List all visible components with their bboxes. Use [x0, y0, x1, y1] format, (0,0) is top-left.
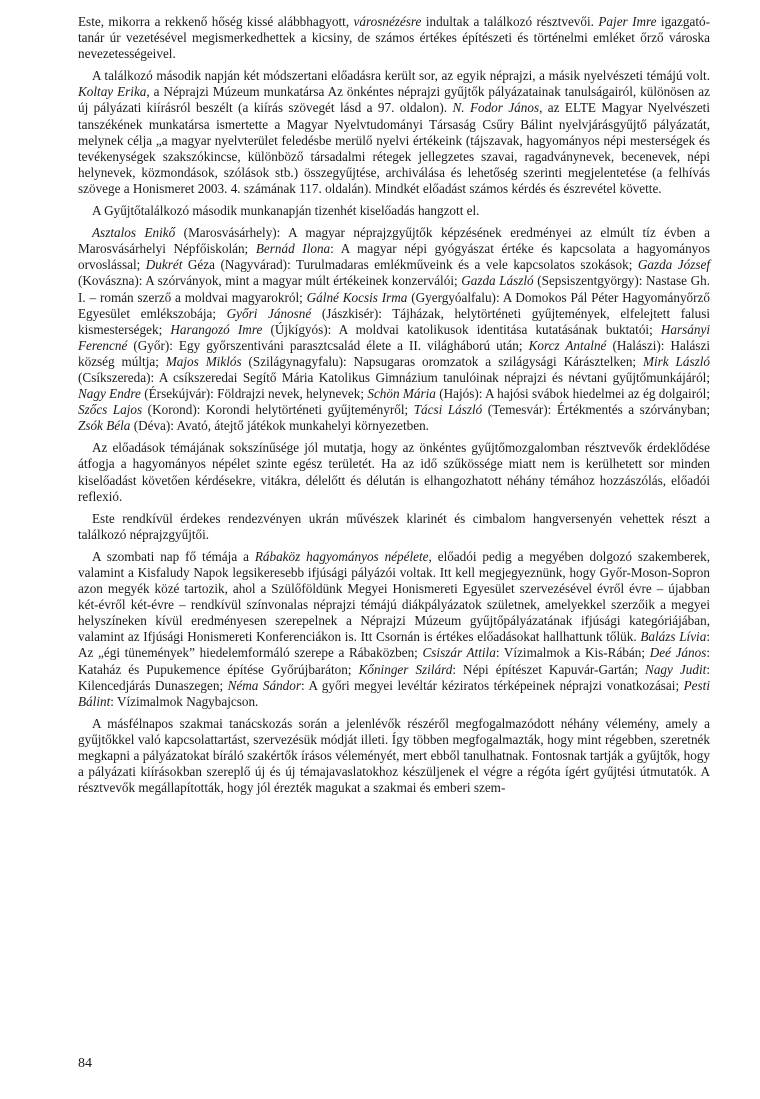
text-run: indultak a találkozó résztvevői. — [421, 14, 599, 29]
paragraph — [78, 549, 710, 710]
italic-name-run: Nagy Judit — [645, 661, 707, 677]
text-run: (Szilágynagyfalu): Napsugaras oromzatok a szilágysági Kárásztelken; — [241, 353, 643, 369]
italic-name-run: Koltay Erika — [78, 84, 147, 100]
italic-name-run: Bernád Ilona — [255, 241, 331, 257]
text-run: : A magyar népi gyógyászat értéke és kapcsolata a hagyományos orvoslással; — [78, 241, 710, 273]
text-run: (Újkígyós): A moldvai katolikusok identitása kutatásának buktatói; — [262, 321, 661, 337]
page-number: 84 — [78, 1056, 92, 1071]
italic-name-run: Gazda László — [461, 273, 534, 289]
italic-name-run: N. Fodor János — [452, 100, 540, 116]
italic-name-run: Győri Jánosné — [226, 305, 312, 321]
paragraph — [78, 440, 710, 504]
text-run: : Az „égi tünemények” hiedelemformáló szerepe a Rábaközben; — [78, 629, 710, 661]
text-run: A másfélnapos szakmai tanácskozás során a jelenlévők részéről megfogalmazódott néhány vélemény, amely a gyűjtőkkel való kapcsolattartást, szervezésük módját illeti. Így többen megfogalmazták, hogy mint régebben, szeretnék megkapni a pályázatokat bíráló szakértők írásos véleményét, mert ebből tanulhatnak. Fontosnak tartják a gyűjtők, hogy a pályázati kiírásokban szereplő új és új témajavaslatokhoz készüljenek el végre a régóta ígért gyűjtési útmutatók. A résztvevők megállapították, hogy jól érezték magukat a szakmai és emberi szem- — [78, 715, 710, 796]
text-run: : Vízimalmok Nagybajcson. — [110, 693, 259, 709]
italic-name-run: Gazda József — [637, 257, 710, 273]
text-run: (Kovászna): A szórványok, mint a magyar múlt értékeinek konzerválói; — [78, 273, 462, 289]
italic-name-run: Deé János — [649, 645, 707, 661]
paragraph — [78, 203, 710, 219]
text-run: A szombati nap fő témája a — [92, 548, 255, 564]
italic-name-run: Korcz Antalné — [528, 337, 607, 353]
paragraph — [78, 225, 710, 434]
text-run: A Gyűjtőtalálkozó második munkanapján tizenhét kiselőadás hangzott el. — [92, 203, 480, 219]
text-run: : Népi építészet Kapuvár-Gartán; — [452, 661, 646, 677]
text-run: (Jászkisér): Tájházak, helytörténeti gyűjtemények, elfelejtett falusi kismesterségek; — [78, 305, 711, 337]
paragraph — [78, 68, 710, 197]
text-run: (Déva): Avató, átejtő játékok munkahelyi környezetben. — [130, 418, 429, 434]
italic-name-run: Harsányi Ferencné — [78, 321, 710, 353]
text-run: Este, mikorra a rekkenő hőség kissé alábbhagyott, — [78, 14, 354, 29]
text-run: Géza (Nagyvárad): Turulmadaras emlékműveink és a vele kapcsolatos szokások; — [182, 257, 638, 273]
italic-name-run: Pesti Bálint — [78, 677, 710, 709]
italic-name-run: Balázs Lívia — [640, 629, 707, 645]
paragraph — [78, 511, 710, 543]
text-run: (Érsekújvár): Földrajzi nevek, helynevek; — [140, 386, 368, 402]
italic-name-run: Rábaköz hagyományos népélete — [254, 548, 429, 564]
italic-name-run: Kőninger Szilárd — [358, 661, 453, 677]
italic-name-run: Csiszár Attila — [422, 645, 496, 661]
italic-name-run: Szőcs Lajos — [78, 402, 143, 418]
text-run: : A győri megyei levéltár kéziratos térképeinek néprajzi vonatkozásai; — [301, 677, 684, 693]
paragraph — [78, 716, 710, 796]
italic-name-run: Gálné Kocsis Irma — [306, 289, 408, 305]
text-run: A találkozó második napján két módszertani előadásra került sor, az egyik néprajzi, a másik nyelvészeti témájú volt. — [92, 68, 710, 84]
italic-name-run: Zsók Béla — [78, 418, 131, 434]
text-run: (Korond): Korondi helytörténeti gyűjteményről; — [142, 402, 414, 418]
italic-name-run: Harangozó Imre — [170, 321, 263, 337]
text-run: (Csíkszereda): A csíkszeredai Segítő Mária Katolikus Gimnázium tanulóinak néprajzi és névtani gyűjtőmunkájáról; — [78, 369, 710, 385]
text-run: igazgató-tanár úr vezetésével megismerkedhettek a kicsiny, de számos értékes építészeti és történelmi emléket őrző városka nevezetességeivel. — [78, 14, 710, 62]
italic-name-run: Schön Mária — [367, 386, 436, 402]
text-run: (Halászi): Halászi község múltja; — [78, 337, 711, 369]
text-run: (Temesvár): Értékmentés a szórványban; — [482, 402, 710, 418]
text-run: : Kataház és Pupukemence építése Győrújbaráton; — [78, 645, 711, 677]
text-run: (Sepsiszentgyörgy): Nastase Gh. I. – román szerző a moldvai magyarokról; — [78, 273, 710, 305]
text-run: Az előadások témájának sokszínűsége jól mutatja, hogy az önkéntes gyűjtőmozgalomban résztvevők érdeklődése átfogja a hagyományos népélet szinte egész területét. Ha az idő szűkössége miatt nem is kerülhetett sor minden kiselőadást követően kérdésekre, vitákra, délelőtt és délután is elhangozhatott néhány témához hozzászólás, előadói reflexió. — [78, 440, 710, 504]
italic-name-run: Mirk László — [643, 353, 710, 369]
italic-name-run: városnézésre — [353, 14, 422, 29]
text-run: : Kilencedjárás Dunaszegen; — [78, 661, 710, 693]
text-run: : Vízimalmok a Kis-Rábán; — [495, 645, 650, 661]
text-run: (Győr): Egy győrszentiváni parasztcsalád élete a II. világháború után; — [127, 337, 529, 353]
text-run: (Marosvásárhely): A magyar néprajzgyűjtők képzésének eredményei az elmúlt tíz évben a Marosvásárhelyi Népfőiskolán; — [78, 225, 710, 257]
italic-name-run: Asztalos Enikő — [92, 225, 176, 241]
text-run: (Hajós): A hajósi svábok hiedelmei az ég dolgairól; — [435, 386, 711, 402]
text-run: , az ELTE Magyar Nyelvészeti tanszékének munkatársa ismertette a Magyar Nyelvtudományi Társaság Csűry Bálint nyelvjárásgyűjtő pályázatát, melynek célja „a magyar nyelvterület feledésbe merülő nyelvi értékeink (tájszavak, hagyományos népi mesterségek és tevékenységek szakszókincse, különböző társadalmi rétegek jellegzetes szavai, ragadványnevek, becenevek, népi helynevek, közmondások, szólások stb.) összegyűjtése, archiválása és lehetőség szerinti megjelentetése (a felhívás szövege a Honismeret 2003. 4. számának 117. oldalán). Mindkét előadást számos kérdés és észrevétel követte. — [78, 100, 711, 196]
italic-name-run: Tácsi László — [413, 402, 483, 418]
italic-name-run: Dukrét — [145, 257, 183, 273]
paragraph — [78, 14, 710, 62]
text-run: , a Néprajzi Múzeum munkatársa Az önkéntes néprajzi gyűjtők pályázatainak tanulságairól, különösen az új pályázati kiírásról beszélt (a kiírás szövegét lásd a 97. oldalon). — [78, 84, 710, 116]
text-run: , előadói pedig a megyében dolgozó szakemberek, valamint a Kisfaludy Napok legsikeresebb ifjúsági pályázói voltak. Itt kell megjegyeznünk, hogy Győr-Moson-Sopron azon megyék közé tartozik, ahol a Szülőföldünk Megyei Honismereti Egyesület szervezésével évről évre – újabban két-évről két-évre – rendkívül színvonalas néprajzi témájú diákpályázatok születnek, amelyekkel szerzőik a megyei helyszíneken kívül eredményesen szerepelnek a Néprajzi Múzeum gyűjtőpályázatának ifjúsági kategóriájában, valamint az Ifjúsági Honismereti Konferenciákon is. Itt Csornán is értékes előadásokat hallhattunk tőlük. — [78, 548, 710, 645]
italic-name-run: Néma Sándor — [227, 677, 302, 693]
italic-name-run: Majos Miklós — [165, 353, 242, 369]
italic-name-run: Nagy Endre — [78, 386, 141, 402]
text-run: (Gyergyóalfalu): A Domokos Pál Péter Hagyományőrző Egyesület emlékszobája; — [78, 289, 710, 321]
article-body — [78, 14, 710, 802]
italic-name-run: Pajer Imre — [598, 14, 657, 29]
text-run: Este rendkívül érdekes rendezvényen ukrán művészek klarinét és cimbalom hangversenyén vehettek részt a találkozó néprajzgyűjtői. — [78, 510, 710, 542]
